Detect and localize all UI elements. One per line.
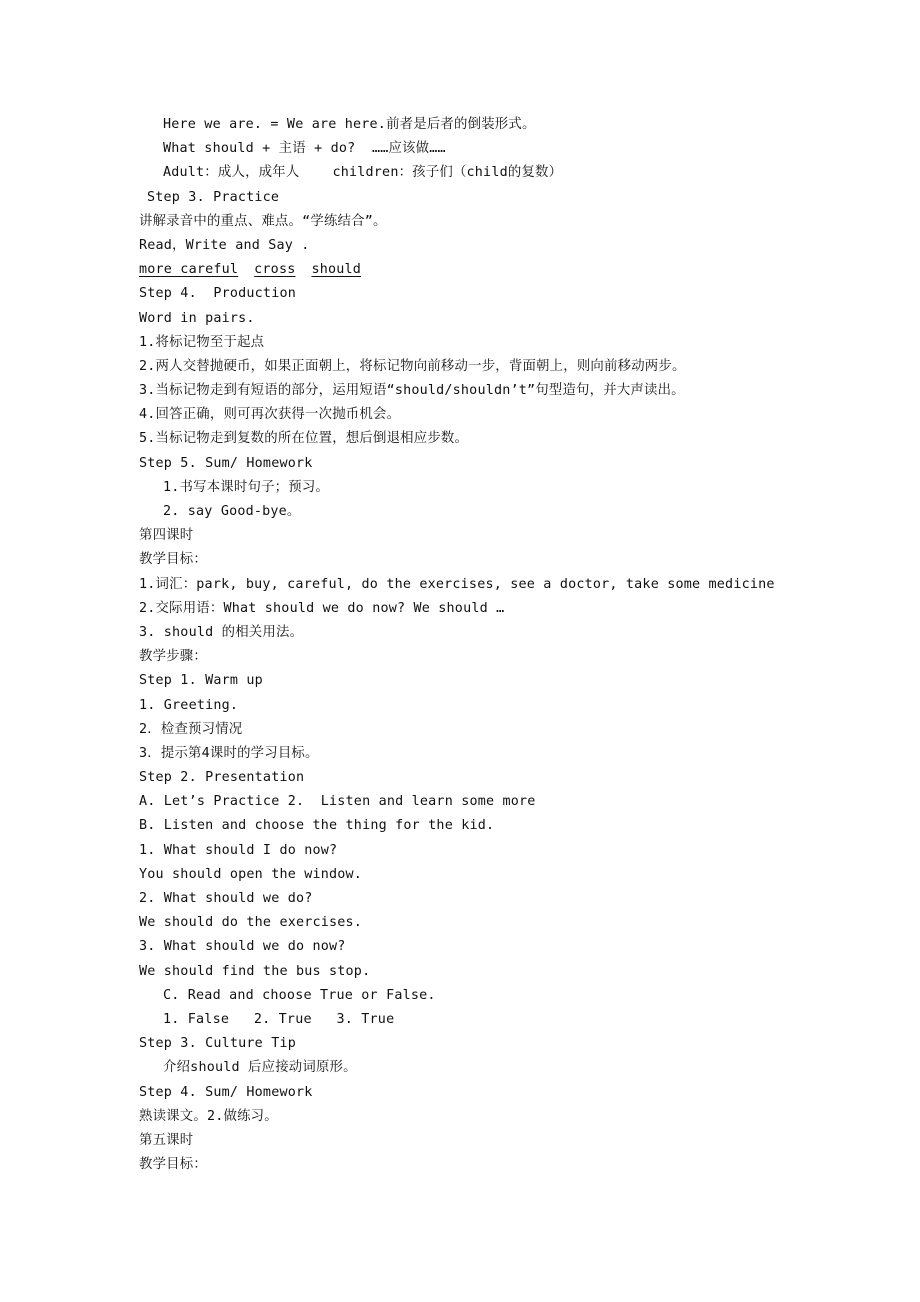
text-line: 介绍should 后应接动词原形。 xyxy=(163,1060,357,1076)
list-item: 3.当标记物走到有短语的部分，运用短语“should/shouldn’t”句型造句，并大声读出。 xyxy=(139,383,685,399)
list-item: 2. say Good-bye。 xyxy=(163,504,301,519)
text-line: Word in pairs. xyxy=(139,310,255,326)
text-line: 讲解录音中的重点、难点。“学练结合”。 xyxy=(139,213,387,229)
list-item: 2．检查预习情况 xyxy=(139,721,243,737)
text-line: Adult：成人，成年人 children：孩子们（child的复数） xyxy=(163,165,563,181)
list-item: 1.书写本课时句子；预习。 xyxy=(163,479,330,495)
text-line: 3. What should we do now? xyxy=(139,939,346,955)
step-heading: Step 4. Sum/ Homework xyxy=(139,1084,313,1100)
list-item: 5.当标记物走到复数的所在位置，想后倒退相应步数。 xyxy=(139,431,469,447)
text-line: We should do the exercises. xyxy=(139,915,363,931)
step-heading: Step 1. Warm up xyxy=(139,673,263,689)
underlined-word: should xyxy=(311,262,362,278)
text-line: 2. What should we do? xyxy=(139,891,313,906)
list-item: 4.回答正确，则可再次获得一次抛币机会。 xyxy=(139,407,401,423)
text-line: Here we are. = We are here.前者是后者的倒装形式。 xyxy=(163,117,536,132)
list-item: 1.词汇：park, buy, careful, do the exercises, see a doctor, take some medicine xyxy=(139,576,775,592)
list-item: 1.将标记物至于起点 xyxy=(139,334,265,350)
list-item: 3．提示第4课时的学习目标。 xyxy=(139,745,319,761)
section-heading: 教学目标： xyxy=(139,552,207,568)
step-heading: Step 3. Practice xyxy=(147,189,280,205)
text-line: What should + 主语 + do? ……应该做…… xyxy=(163,141,446,157)
text-line: 1. What should I do now? xyxy=(139,842,338,858)
document-page xyxy=(139,113,839,1177)
list-item: 3. should 的相关用法。 xyxy=(139,624,304,640)
text-line: A. Let’s Practice 2. Listen and learn some more xyxy=(139,794,536,810)
list-item: 2.两人交替抛硬币，如果正面朝上，将标记物向前移动一步，背面朝上，则向前移动两步。 xyxy=(139,358,686,374)
underlined-word: cross xyxy=(254,262,296,278)
text-line: 1. False 2. True 3. True xyxy=(163,1011,395,1027)
lesson-heading: 第四课时 xyxy=(139,528,194,544)
section-heading: 教学目标： xyxy=(139,1157,207,1173)
step-heading: Step 4. Production xyxy=(139,286,296,302)
text-line: You should open the window. xyxy=(139,866,363,882)
lesson-heading: 第五课时 xyxy=(139,1132,194,1148)
vocabulary-line xyxy=(139,258,839,282)
underlined-word: more careful xyxy=(139,262,239,278)
list-item: 2.交际用语：What should we do now? We should … xyxy=(139,600,505,616)
list-item: 1. Greeting. xyxy=(139,697,239,713)
text-line: 熟读课文。2.做练习。 xyxy=(139,1108,278,1124)
text-line: We should find the bus stop. xyxy=(139,963,371,979)
step-heading: Step 3. Culture Tip xyxy=(139,1036,296,1052)
step-heading: Step 5. Sum/ Homework xyxy=(139,455,313,471)
section-heading: 教学步骤： xyxy=(139,649,207,665)
step-heading: Step 2. Presentation xyxy=(139,770,305,786)
text-line: C. Read and choose True or False. xyxy=(163,987,436,1003)
text-line: B. Listen and choose the thing for the kid. xyxy=(139,818,495,834)
text-line: Read，Write and Say . xyxy=(139,237,310,253)
